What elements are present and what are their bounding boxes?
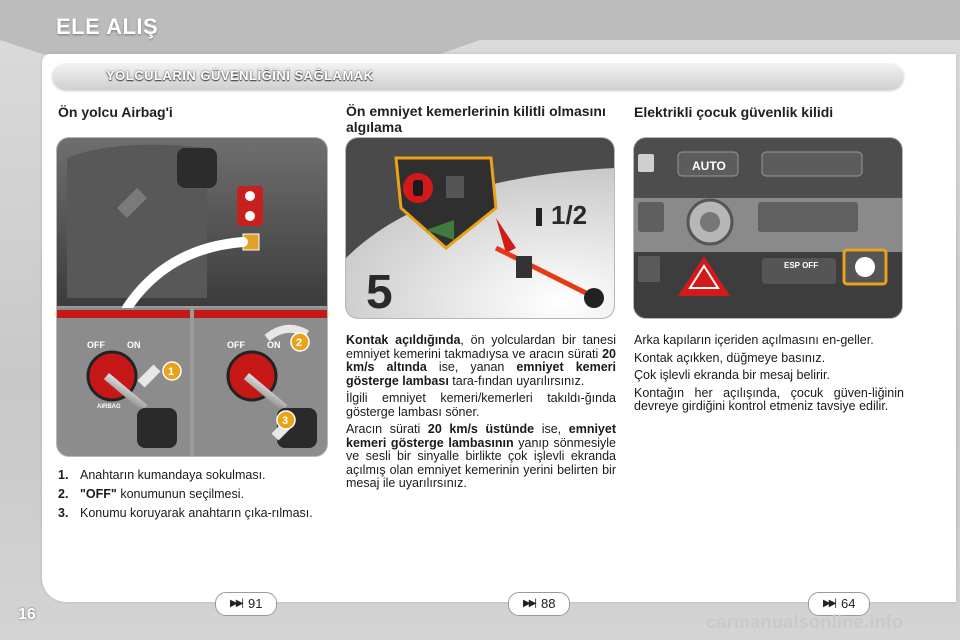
bold-text: Kontak açıldığında [346,333,461,347]
switch-off-label-b: OFF [227,340,245,350]
step-bold: "OFF" [80,487,117,501]
switch-off-label-a: OFF [87,340,105,350]
page-ref-88[interactable] [508,592,570,616]
child-lock-paragraph-4: Kontağın her açılışında, çocuk güven-liğinin devreye girdiğini kontrol etmeniz tavsiye edilir. [634,385,904,413]
list-item [58,506,328,520]
callout-1: 1 [168,366,175,378]
body-text: tara-fından uyarılırsınız. [448,373,585,388]
page-ref-label: 64 [840,596,856,611]
callout-2: 2 [296,337,303,349]
airbag-heading: Ön yolcu Airbag'i [58,104,173,120]
gauge-five-label: 5 [366,266,393,318]
esp-off-label: ESP OFF [784,261,819,270]
skip-forward-icon: ▶▶| [823,598,835,609]
switch-on-label-a: ON [127,340,141,350]
child-lock-paragraph-1: Arka kapıların içeriden açılmasını en-geller. [634,333,874,347]
page-ref-91[interactable] [215,592,277,616]
skip-forward-icon: ▶▶| [523,598,535,609]
section-banner [52,62,904,90]
child-lock-paragraph-2: Kontak açıkken, düğmeye basınız. [634,350,826,365]
seatbelt-text [346,334,616,495]
step-text: Anahtarın kumandaya sokulması. [80,468,266,482]
airbag-steps [58,468,328,525]
section-banner-text: YOLCULARIN GÜVENLİĞİNİ SAĞLAMAK [106,68,374,83]
child-lock-paragraph-3: Çok işlevli ekranda bir mesaj belirir. [634,368,830,382]
callout-3: 3 [282,415,289,427]
step-text: Konumu koruyarak anahtarın çıka-rılması. [80,506,313,520]
page-ref-label: 91 [247,596,263,611]
seatbelt-paragraph-3 [346,423,616,491]
seatbelt-gauge-photo [346,138,614,318]
step-number: 2. [58,487,69,501]
switch-airbag-label-a: AIRBAG [97,404,121,410]
list-item [58,468,328,482]
body-text: ise, [534,422,569,436]
body-text: Aracın sürati [346,422,428,436]
skip-forward-icon: ▶▶| [230,598,242,609]
step-rest: konumunun seçilmesi. [116,487,245,501]
gauge-half-label: 1/2 [551,200,588,230]
seatbelt-heading: Ön emniyet kemerlerinin kilitli olmasını algılama [346,103,606,135]
list-item [58,487,328,501]
bold-text: emniyet kemeri gösterge lambasının [346,422,616,450]
watermark: carmanualsonline.info [706,612,904,632]
page-ref-label: 88 [540,596,556,611]
bold-text: 20 km/s altında [346,346,616,374]
page-number: 16 [18,606,36,623]
bold-text: emniyet kemeri gösterge lambası [346,360,616,388]
step-number: 3. [58,506,69,520]
airbag-switch-photo [57,138,327,456]
child-lock-text [634,334,904,418]
seatbelt-paragraph-2: İlgili emniyet kemeri/kemerleri takıldı-ğında gösterge lambası söner. [346,391,616,419]
bold-text: 20 km/s üstünde [427,422,535,436]
body-text: ise, yanan [426,360,517,374]
auto-button-label: AUTO [692,159,726,173]
switch-on-label-b: ON [267,340,281,350]
seatbelt-paragraph-1 [346,334,616,388]
page-title: ELE ALIŞ [56,14,159,39]
body-text: , ön yolculardan bir tanesi emniyet kemerini takmadıysa ve aracın sürati [346,333,616,361]
child-lock-panel-photo [634,138,902,318]
step-text [80,487,328,501]
child-lock-heading: Elektrikli çocuk güvenlik kilidi [634,104,834,120]
body-text: yanıp sönmesiyle ve sesli bir sinyalle birlikte çok işlevli ekranda açılmış olan emniyet kemerinin yerini belirten bir mesaj ile uyarılırsınız. [346,435,616,490]
step-number: 1. [58,468,69,482]
